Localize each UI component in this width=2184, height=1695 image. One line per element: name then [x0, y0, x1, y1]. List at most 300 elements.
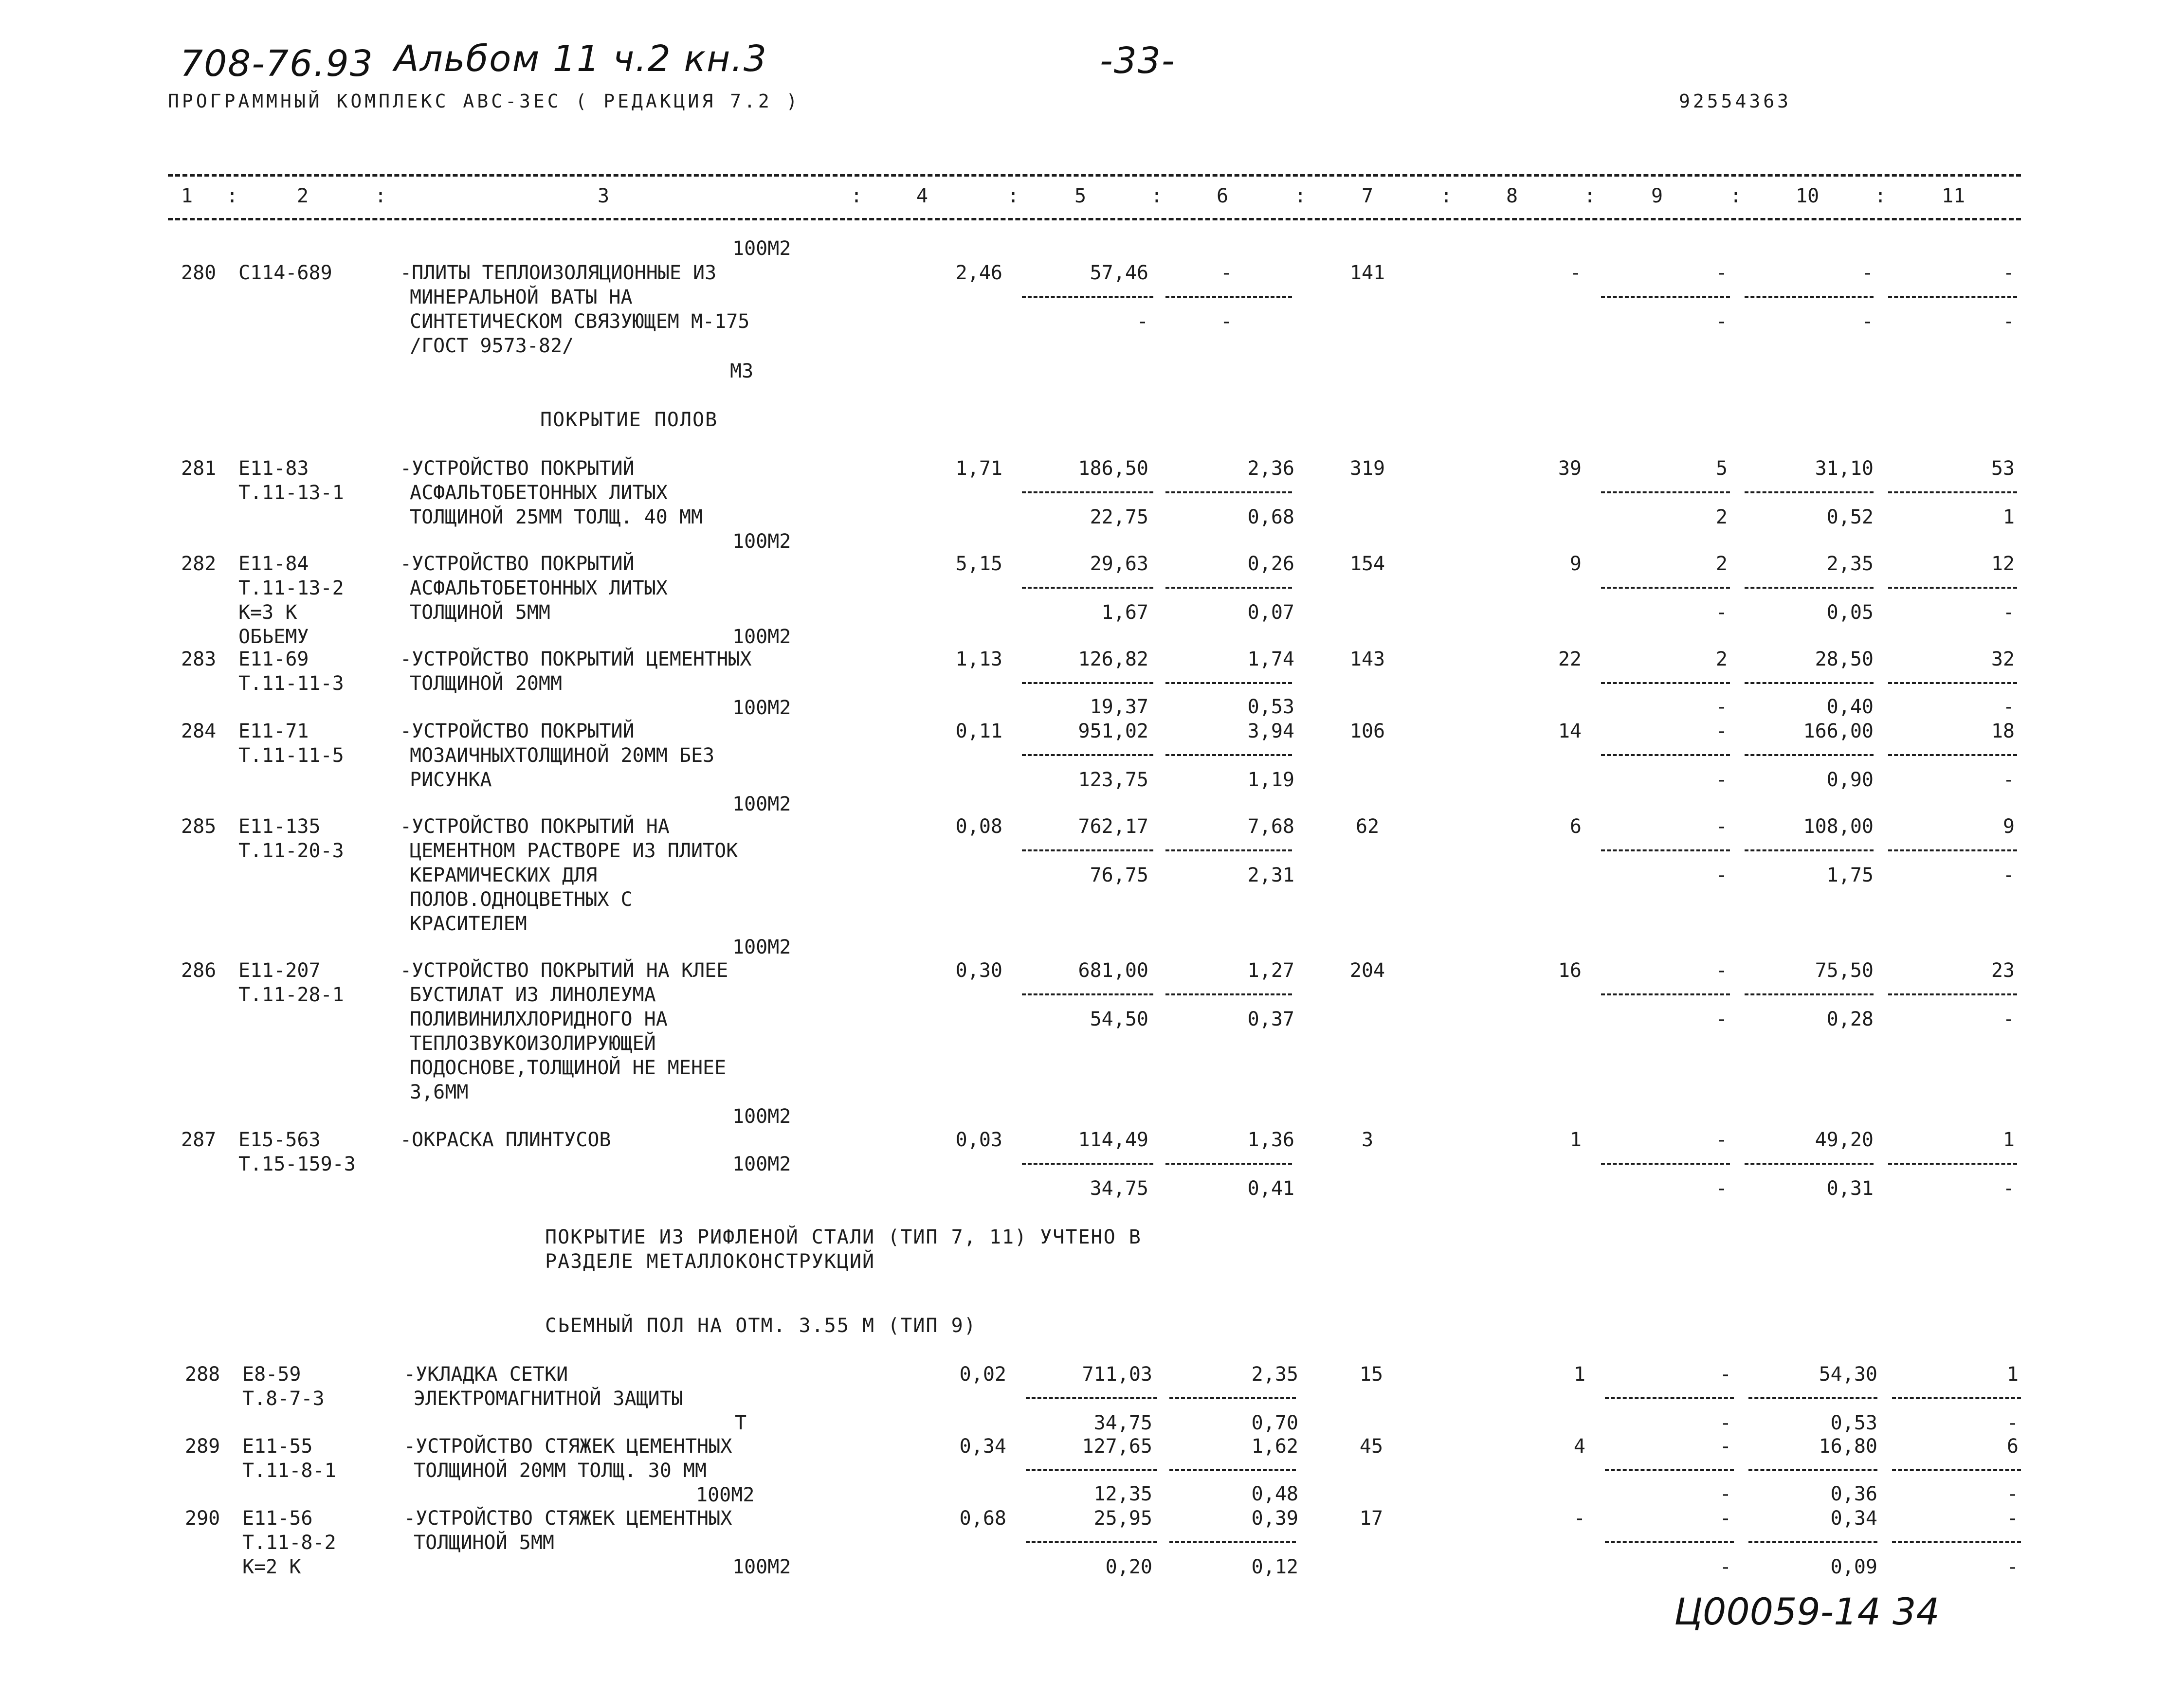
row-280-code: С114-689: [238, 262, 332, 284]
divider: [1022, 682, 1153, 684]
row-289-number: 289: [185, 1435, 220, 1458]
row-285-text-4: ПОЛОВ.ОДНОЦВЕТНЫХ С: [410, 888, 633, 911]
row-285-c8: 6: [1569, 815, 1582, 838]
row-286-c10-bottom: 0,28: [1826, 1008, 1874, 1030]
divider: [1892, 1541, 2021, 1543]
row-287-c7: 3: [1361, 1129, 1374, 1151]
column-separator: :: [1584, 185, 1596, 207]
row-286-c11-bottom: -: [2002, 1008, 2015, 1030]
row-284-c11-top: 18: [1991, 720, 2015, 742]
row-287-unit: 100М2: [732, 1153, 791, 1175]
row-289-text-1: -УСТРОЙСТВО СТЯЖЕК ЦЕМЕНТНЫХ: [404, 1435, 732, 1458]
row-280-c5-top: 57,46: [1090, 262, 1148, 284]
row-281-qty: 1,71: [955, 457, 1002, 480]
row-280-c10-bottom: -: [1861, 310, 1874, 333]
divider: [1022, 296, 1153, 298]
divider: [1605, 1541, 1734, 1543]
divider: [1022, 849, 1153, 851]
row-289-c10-top: 16,80: [1819, 1435, 1877, 1458]
divider: [1165, 587, 1292, 589]
row-288-c11-bottom: -: [2006, 1412, 2019, 1434]
row-284-qty: 0,11: [955, 720, 1002, 742]
row-289-text-2: ТОЛЩИНОЙ 20ММ ТОЛЩ. 30 ММ: [414, 1460, 707, 1482]
document-id: 92554363: [1679, 90, 1792, 112]
row-287-number: 287: [181, 1129, 217, 1151]
row-288-c5-bottom: 34,75: [1093, 1412, 1152, 1434]
row-286-text-1: -УСТРОЙСТВО ПОКРЫТИЙ НА КЛЕЕ: [400, 959, 728, 982]
row-288-code-1: Е8-59: [242, 1363, 301, 1386]
row-282-code-2: Т.11-13-2: [238, 577, 344, 599]
row-285-c5-top: 762,17: [1078, 815, 1148, 838]
row-280-c11-bottom: -: [2002, 310, 2015, 333]
divider: [1888, 849, 2017, 851]
row-285-c6-bottom: 2,31: [1247, 864, 1294, 886]
row-287-c5-bottom: 34,75: [1090, 1177, 1148, 1200]
row-284-c5-top: 951,02: [1078, 720, 1148, 742]
row-285-qty: 0,08: [955, 815, 1002, 838]
row-287-c10-top: 49,20: [1815, 1129, 1874, 1151]
row-289-c5-bottom: 12,35: [1093, 1483, 1152, 1505]
row-284-c8: 14: [1558, 720, 1582, 742]
row-285-code-2: Т.11-20-3: [238, 840, 344, 862]
row-284-text-1: -УСТРОЙСТВО ПОКРЫТИЙ: [400, 720, 635, 742]
section-note-steel-line-2: РАЗДЕЛЕ МЕТАЛЛОКОНСТРУКЦИЙ: [545, 1250, 875, 1273]
row-288-c5-top: 711,03: [1082, 1363, 1152, 1386]
divider: [1748, 1469, 1877, 1471]
row-281-c10-top: 31,10: [1815, 457, 1874, 480]
column-separator: :: [851, 185, 863, 207]
row-287-code-2: Т.15-159-3: [238, 1153, 356, 1175]
divider: [1888, 682, 2017, 684]
row-284-text-3: РИСУНКА: [410, 769, 492, 791]
divider: [1169, 1397, 1296, 1399]
divider: [1888, 491, 2017, 493]
row-286-code-1: Е11-207: [238, 959, 321, 982]
row-281-c7: 319: [1349, 457, 1385, 480]
row-287-c11-bottom: -: [2002, 1177, 2015, 1200]
column-header-9: 9: [1651, 185, 1663, 207]
row-283-unit: 100М2: [732, 697, 791, 719]
row-282-code-3: К=3 К: [238, 601, 297, 624]
row-289-code-2: Т.11-8-1: [242, 1460, 336, 1482]
row-289-c11-bottom: -: [2006, 1483, 2019, 1505]
row-290-qty: 0,68: [959, 1507, 1006, 1530]
row-281-c6-top: 2,36: [1247, 457, 1294, 480]
row-286-code-2: Т.11-28-1: [238, 984, 344, 1006]
row-281-c6-bottom: 0,68: [1247, 506, 1294, 528]
row-285-c7: 62: [1355, 815, 1380, 838]
column-header-5: 5: [1074, 185, 1087, 207]
row-280-number: 280: [181, 262, 217, 284]
row-287-text-1: -ОКРАСКА ПЛИНТУСОВ: [400, 1129, 611, 1151]
row-281-text-1: -УСТРОЙСТВО ПОКРЫТИЙ: [400, 457, 635, 480]
row-288-c6-top: 2,35: [1251, 1363, 1298, 1386]
row-286-c6-bottom: 0,37: [1247, 1008, 1294, 1030]
page-number: -33-: [1100, 40, 1176, 82]
row-290-c9-top: -: [1719, 1507, 1731, 1530]
album-label: Альбом 11 ч.2 кн.3: [394, 38, 768, 80]
divider: [1022, 1163, 1153, 1165]
row-284-text-2: МОЗАИЧНЫХТОЛЩИНОЙ 20ММ БЕЗ: [410, 744, 715, 767]
row-282-c7: 154: [1349, 553, 1385, 575]
row-287-c11-top: 1: [2002, 1129, 2015, 1151]
column-header-4: 4: [916, 185, 928, 207]
row-286-c5-top: 681,00: [1078, 959, 1148, 982]
column-header-11: 11: [1942, 185, 1966, 207]
row-290-c11-top: -: [2006, 1507, 2019, 1530]
row-280-c9-top: -: [1715, 262, 1728, 284]
row-283-c8: 22: [1558, 648, 1582, 670]
row-286-number: 286: [181, 959, 217, 982]
row-286-text-6: 3,6ММ: [410, 1081, 469, 1103]
row-289-c9-bottom: -: [1719, 1483, 1731, 1505]
row-281-c5-bottom: 22,75: [1090, 506, 1148, 528]
divider: [1888, 754, 2017, 756]
row-286-c9-top: -: [1715, 959, 1728, 982]
row-282-unit: 100М2: [732, 626, 791, 648]
row-280-c6-bottom: -: [1220, 310, 1233, 333]
divider: [1022, 993, 1153, 995]
divider: [1888, 296, 2017, 298]
row-281-text-2: АСФАЛЬТОБЕТОННЫХ ЛИТЫХ: [410, 482, 668, 504]
row-285-c11-top: 9: [2002, 815, 2015, 838]
row-290-text-1: -УСТРОЙСТВО СТЯЖЕК ЦЕМЕНТНЫХ: [404, 1507, 732, 1530]
divider: [1745, 1163, 1874, 1165]
row-286-c11-top: 23: [1991, 959, 2015, 982]
row-290-number: 290: [185, 1507, 220, 1530]
row-286-text-5: ПОДОСНОВЕ,ТОЛЩИНОЙ НЕ МЕНЕЕ: [410, 1057, 727, 1079]
row-289-c9-top: -: [1719, 1435, 1731, 1458]
row-285-text-2: ЦЕМЕНТНОМ РАСТВОРЕ ИЗ ПЛИТОК: [410, 840, 738, 862]
row-290-code-3: К=2 К: [242, 1556, 301, 1578]
column-header-1: 1: [181, 185, 193, 207]
row-289-c11-top: 6: [2006, 1435, 2019, 1458]
row-283-text-2: ТОЛЩИНОЙ 20ММ: [410, 672, 563, 695]
row-283-c10-bottom: 0,40: [1826, 696, 1874, 718]
column-separator: :: [1730, 185, 1742, 207]
row-290-c7: 17: [1359, 1507, 1383, 1530]
row-283-c5-bottom: 19,37: [1090, 696, 1148, 718]
row-282-c9-bottom: -: [1715, 601, 1728, 624]
column-separator: :: [1440, 185, 1453, 207]
row-286-c8: 16: [1558, 959, 1582, 982]
row-280-unit: М3: [730, 360, 754, 382]
divider: [1605, 1397, 1734, 1399]
row-285-c6-top: 7,68: [1247, 815, 1294, 838]
divider: [1745, 754, 1874, 756]
row-289-qty: 0,34: [959, 1435, 1006, 1458]
row-286-text-2: БУСТИЛАТ ИЗ ЛИНОЛЕУМА: [410, 984, 656, 1006]
row-289-c5-top: 127,65: [1082, 1435, 1152, 1458]
row-282-c9-top: 2: [1715, 553, 1728, 575]
divider: [1022, 491, 1153, 493]
row-288-text-2: ЭЛЕКТРОМАГНИТНОЙ ЗАЩИТЫ: [414, 1388, 683, 1410]
divider: [1745, 491, 1874, 493]
row-282-code-4: ОБЬЕМУ: [238, 626, 309, 648]
row-290-c6-bottom: 0,12: [1251, 1556, 1298, 1578]
row-287-c6-top: 1,36: [1247, 1129, 1294, 1151]
row-284-code-2: Т.11-11-5: [238, 744, 344, 767]
row-282-qty: 5,15: [955, 553, 1002, 575]
row-286-c9-bottom: -: [1715, 1008, 1728, 1030]
row-280-text-3: СИНТЕТИЧЕСКОМ СВЯЗУЮЩЕМ М-175: [410, 310, 750, 333]
divider: [1748, 1397, 1877, 1399]
divider: [1892, 1469, 2021, 1471]
row-281-number: 281: [181, 457, 217, 480]
row-289-c6-bottom: 0,48: [1251, 1483, 1298, 1505]
row-283-number: 283: [181, 648, 217, 670]
row-282-c6-top: 0,26: [1247, 553, 1294, 575]
row-285-c10-top: 108,00: [1803, 815, 1874, 838]
row-283-c11-top: 32: [1991, 648, 2015, 670]
row-285-unit: 100М2: [732, 936, 791, 958]
row-286-qty: 0,30: [955, 959, 1002, 982]
footer-stamp: Ц00059-14 34: [1674, 1590, 1940, 1633]
divider: [1745, 993, 1874, 995]
row-284-unit: 100М2: [732, 793, 791, 815]
row-286-c6-top: 1,27: [1247, 959, 1294, 982]
row-289-c6-top: 1,62: [1251, 1435, 1298, 1458]
row-288-qty: 0,02: [959, 1363, 1006, 1386]
row-290-c9-bottom: -: [1719, 1556, 1731, 1578]
divider: [1745, 587, 1874, 589]
divider: [1026, 1469, 1157, 1471]
row-282-text-2: АСФАЛЬТОБЕТОННЫХ ЛИТЫХ: [410, 577, 668, 599]
divider: [1748, 1541, 1877, 1543]
row-284-c6-top: 3,94: [1247, 720, 1294, 742]
row-285-text-5: КРАСИТЕЛЕМ: [410, 913, 527, 935]
row-280-c6-top: -: [1220, 262, 1233, 284]
row-280-unit-above: 100М2: [732, 237, 791, 260]
row-280-c10-top: -: [1861, 262, 1874, 284]
row-285-c9-bottom: -: [1715, 864, 1728, 886]
row-290-text-2: ТОЛЩИНОЙ 5ММ: [414, 1532, 554, 1554]
row-280-c5-bottom: -: [1136, 310, 1148, 333]
row-281-code-2: Т.11-13-1: [238, 482, 344, 504]
row-283-qty: 1,13: [955, 648, 1002, 670]
row-283-c6-bottom: 0,53: [1247, 696, 1294, 718]
row-288-c8: 1: [1573, 1363, 1585, 1386]
column-header-7: 7: [1362, 185, 1374, 207]
divider: [1022, 754, 1153, 756]
row-282-code-1: Е11-84: [238, 553, 309, 575]
divider: [1026, 1397, 1157, 1399]
row-282-c8: 9: [1569, 553, 1582, 575]
row-290-c10-top: 0,34: [1830, 1507, 1877, 1530]
row-288-unit: Т: [735, 1412, 747, 1434]
row-290-unit: 100М2: [732, 1556, 791, 1578]
divider: [1022, 587, 1153, 589]
row-282-number: 282: [181, 553, 217, 575]
row-282-c6-bottom: 0,07: [1247, 601, 1294, 624]
divider: [1601, 682, 1730, 684]
row-280-text-1: -ПЛИТЫ ТЕПЛОИЗОЛЯЦИОННЫЕ ИЗ: [400, 262, 717, 284]
row-283-c9-top: 2: [1715, 648, 1728, 670]
row-283-text-1: -УСТРОЙСТВО ПОКРЫТИЙ ЦЕМЕНТНЫХ: [400, 648, 752, 670]
row-285-code-1: Е11-135: [238, 815, 321, 838]
row-290-code-2: Т.11-8-2: [242, 1532, 336, 1554]
column-separator: :: [226, 185, 238, 207]
row-285-number: 285: [181, 815, 217, 838]
row-281-c11-bottom: 1: [2002, 506, 2015, 528]
divider: [1601, 587, 1730, 589]
row-281-code-1: Е11-83: [238, 457, 309, 480]
row-284-c11-bottom: -: [2002, 769, 2015, 791]
row-290-c11-bottom: -: [2006, 1556, 2019, 1578]
divider: [1165, 1163, 1292, 1165]
divider: [1165, 849, 1292, 851]
row-282-c5-top: 29,63: [1090, 553, 1148, 575]
row-288-c6-bottom: 0,70: [1251, 1412, 1298, 1434]
divider: [1601, 754, 1730, 756]
row-288-code-2: Т.8-7-3: [242, 1388, 325, 1410]
row-283-code-2: Т.11-11-3: [238, 672, 344, 695]
row-286-text-3: ПОЛИВИНИЛХЛОРИДНОГО НА: [410, 1008, 668, 1030]
row-286-c7: 204: [1349, 959, 1385, 982]
row-290-c10-bottom: 0,09: [1830, 1556, 1877, 1578]
row-287-c8: 1: [1569, 1129, 1582, 1151]
row-287-c9-bottom: -: [1715, 1177, 1728, 1200]
table-header-rule: [168, 218, 2021, 220]
divider: [1165, 491, 1292, 493]
column-header-6: 6: [1217, 185, 1229, 207]
row-285-c5-bottom: 76,75: [1090, 864, 1148, 886]
column-header-2: 2: [297, 185, 309, 207]
row-284-c7: 106: [1349, 720, 1385, 742]
row-289-c7: 45: [1359, 1435, 1383, 1458]
row-281-c9-bottom: 2: [1715, 506, 1728, 528]
row-281-c5-top: 186,50: [1078, 457, 1148, 480]
divider: [1605, 1469, 1734, 1471]
program-header: ПРОГРАММНЫЙ КОМПЛЕКС АВС-3ЕС ( РЕДАКЦИЯ 7.2 ): [168, 90, 801, 112]
divider: [1165, 682, 1292, 684]
row-282-text-1: -УСТРОЙСТВО ПОКРЫТИЙ: [400, 553, 635, 575]
column-header-8: 8: [1506, 185, 1518, 207]
row-283-c9-bottom: -: [1715, 696, 1728, 718]
row-288-c10-bottom: 0,53: [1830, 1412, 1877, 1434]
row-283-c7: 143: [1349, 648, 1385, 670]
row-281-text-3: ТОЛЩИНОЙ 25ММ ТОЛЩ. 40 ММ: [410, 506, 703, 528]
row-289-c8: 4: [1573, 1435, 1585, 1458]
divider: [1601, 296, 1730, 298]
row-282-c10-top: 2,35: [1826, 553, 1874, 575]
divider: [1601, 491, 1730, 493]
divider: [1888, 993, 2017, 995]
row-287-code-1: Е15-563: [238, 1129, 321, 1151]
row-285-text-1: -УСТРОЙСТВО ПОКРЫТИЙ НА: [400, 815, 670, 838]
row-280-c11-top: -: [2002, 262, 2015, 284]
row-280-text-4: /ГОСТ 9573-82/: [410, 335, 574, 357]
row-284-code-1: Е11-71: [238, 720, 309, 742]
row-280-c9-bottom: -: [1715, 310, 1728, 333]
divider: [1601, 1163, 1730, 1165]
row-290-code-1: Е11-56: [242, 1507, 313, 1530]
row-288-c7: 15: [1359, 1363, 1383, 1386]
row-287-c5-top: 114,49: [1078, 1129, 1148, 1151]
row-280-qty: 2,46: [955, 262, 1002, 284]
row-287-c6-bottom: 0,41: [1247, 1177, 1294, 1200]
row-281-c9-top: 5: [1715, 457, 1728, 480]
divider: [1601, 993, 1730, 995]
row-284-number: 284: [181, 720, 217, 742]
table-top-rule: [168, 174, 2021, 177]
row-285-c10-bottom: 1,75: [1826, 864, 1874, 886]
row-288-c10-top: 54,30: [1819, 1363, 1877, 1386]
divider: [1745, 682, 1874, 684]
row-286-c5-bottom: 54,50: [1090, 1008, 1148, 1030]
row-288-c9-bottom: -: [1719, 1412, 1731, 1434]
row-283-c10-top: 28,50: [1815, 648, 1874, 670]
row-289-c10-bottom: 0,36: [1830, 1483, 1877, 1505]
column-separator: :: [1294, 185, 1307, 207]
row-285-text-3: КЕРАМИЧЕСКИХ ДЛЯ: [410, 864, 598, 886]
row-284-c6-bottom: 1,19: [1247, 769, 1294, 791]
divider: [1169, 1469, 1296, 1471]
doc-code: 708-76.93: [180, 43, 374, 85]
row-288-number: 288: [185, 1363, 220, 1386]
row-290-c5-top: 25,95: [1093, 1507, 1152, 1530]
divider: [1888, 1163, 2017, 1165]
divider: [1165, 296, 1292, 298]
row-280-c7: 141: [1349, 262, 1385, 284]
divider: [1892, 1397, 2021, 1399]
column-header-3: 3: [598, 185, 610, 207]
section-note-steel-line-1: ПОКРЫТИЕ ИЗ РИФЛЕНОЙ СТАЛИ (ТИП 7, 11) УЧТЕНО В: [545, 1226, 1142, 1248]
divider: [1169, 1541, 1296, 1543]
row-283-code-1: Е11-69: [238, 648, 309, 670]
row-282-text-3: ТОЛЩИНОЙ 5ММ: [410, 601, 550, 624]
row-283-c6-top: 1,74: [1247, 648, 1294, 670]
row-290-c8: -: [1573, 1507, 1585, 1530]
row-286-unit: 100М2: [732, 1105, 791, 1128]
row-289-code-1: Е11-55: [242, 1435, 313, 1458]
row-282-c11-bottom: -: [2002, 601, 2015, 624]
row-280-text-2: МИНЕРАЛЬНОЙ ВАТЫ НА: [410, 286, 633, 308]
row-281-c8: 39: [1558, 457, 1582, 480]
row-284-c10-bottom: 0,90: [1826, 769, 1874, 791]
column-header-10: 10: [1796, 185, 1820, 207]
row-283-c5-top: 126,82: [1078, 648, 1148, 670]
row-283-c11-bottom: -: [2002, 696, 2015, 718]
column-separator: :: [375, 185, 387, 207]
row-284-c10-top: 166,00: [1803, 720, 1874, 742]
row-287-qty: 0,03: [955, 1129, 1002, 1151]
row-281-unit: 100М2: [732, 530, 791, 553]
row-281-c11-top: 53: [1991, 457, 2015, 480]
column-separator: :: [1875, 185, 1887, 207]
divider: [1745, 296, 1874, 298]
row-284-c9-bottom: -: [1715, 769, 1728, 791]
row-284-c5-bottom: 123,75: [1078, 769, 1148, 791]
column-separator: :: [1151, 185, 1163, 207]
row-282-c10-bottom: 0,05: [1826, 601, 1874, 624]
row-280-c8: -: [1569, 262, 1582, 284]
row-288-c9-top: -: [1719, 1363, 1731, 1386]
column-separator: :: [1007, 185, 1019, 207]
row-287-c10-bottom: 0,31: [1826, 1177, 1874, 1200]
row-288-text-1: -УКЛАДКА СЕТКИ: [404, 1363, 568, 1386]
row-289-unit: 100М2: [696, 1484, 755, 1506]
row-290-c6-top: 0,39: [1251, 1507, 1298, 1530]
divider: [1026, 1541, 1157, 1543]
row-290-c5-bottom: 0,20: [1105, 1556, 1152, 1578]
row-285-c11-bottom: -: [2002, 864, 2015, 886]
row-288-c11-top: 1: [2006, 1363, 2019, 1386]
row-284-c9-top: -: [1715, 720, 1728, 742]
divider: [1165, 993, 1292, 995]
section-title-removable-floor: СЬЕМНЫЙ ПОЛ НА ОТМ. 3.55 М (ТИП 9): [545, 1315, 977, 1337]
divider: [1601, 849, 1730, 851]
